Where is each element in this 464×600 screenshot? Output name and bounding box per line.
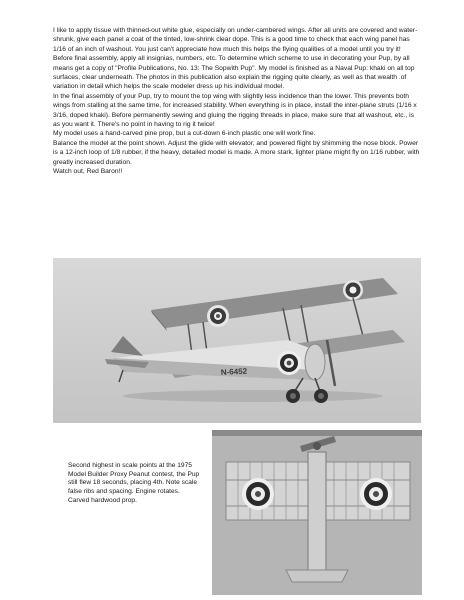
biplane-photo	[53, 258, 421, 423]
paragraph-balance: Balance the model at the point shown. Adjust the glide with elevator, and powered flight by shimming the nose block. Power is a 12-inch loop of 1/8 rubber, if the heavy, detailed model is made. A more stark, lighter plane might fly on 1/16 rubber, with greatly increased duration.	[53, 139, 420, 166]
biplane-illustration	[53, 258, 421, 423]
paragraph-insignias: Before final assembly, apply all insignias, numbers, etc. To determine which scheme to use in decorating your Pup, by all means get a copy of "Profile Publications, No. 13: The Sopwith Pup". My model is finished as a Naval Pup: khaki on all top surfaces, clear underneath. The photos in this publication also explain the rigging quite clearly, as well as that wealth .of variation in detail which helps the scale modeler dress up his individual model.	[53, 55, 415, 91]
caption-text: Second highest in scale points at the 1975 Model Builder Proxy Peanut contest, the Pup still flew 18 seconds, placing 4th. Note scale false ribs and spacing. Engine rotates. Carved hardwood prop.	[68, 462, 200, 504]
paragraph-prop: My model uses a hand-carved pine prop, but a cut-down 6-inch plastic one will work fine.	[53, 130, 316, 138]
paragraph-tissue: I like to apply tissue with thinned-out white glue, especially on under-cambered wings. After all units are covered and water-shrunk, give each panel a coat of the tinted, low-shrink clear dope. This is a good time to check that each wing panel has 1/16 of an inch of washout. You just can't appreciate how much this helps the flying qualities of a model until you try it!	[53, 27, 418, 53]
paragraph-closing: Watch out, Red Baron!!	[53, 168, 123, 176]
photo-caption	[68, 462, 202, 506]
paragraph-final-assembly: In the final assembly of your Pup, try to mount the top wing with slightly less incidence than the lower. This prevents both wings from stalling at the same time, for increased stability. When everything is in place, install the inter-plane struts (1/16 x 3/16, doped khaki). Before permanently sewing and gluing the rigging threads in place, make sure that all washout, etc., is as you want it. There's no point in having to rig it twice!	[53, 92, 417, 129]
biplane-topview-photo	[212, 430, 422, 595]
fuselage-marking: N-6452	[220, 366, 248, 377]
article-body	[53, 26, 421, 177]
biplane-topview-illustration	[212, 430, 422, 595]
